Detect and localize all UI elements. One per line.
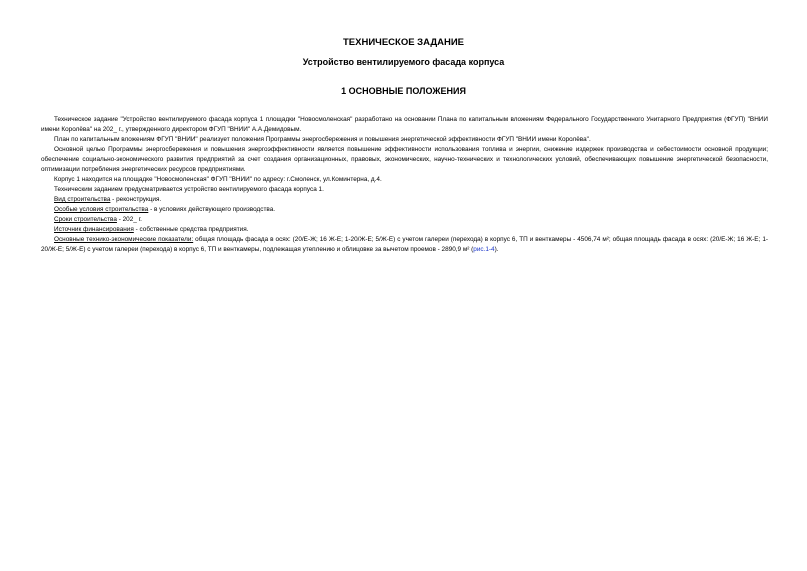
label-construction-type: Вид строительства (54, 196, 111, 203)
label-deadlines: Сроки строительства (54, 216, 117, 223)
paragraph-financing (41, 225, 768, 235)
paragraph-location: Корпус 1 находится на площадке "Новосмоленская" ФГУП "ВНИИ" по адресу: г.Смоленск, ул.Коминтерна, д.4. (54, 176, 382, 183)
paragraph-plan: План по капитальным вложениям ФГУП "ВНИИ" реализует положения Программы энергосбережения и повышения энергетической эффективности ФГУП "ВНИИ имени Королёва". (54, 136, 591, 143)
value-construction-type: - реконструкция. (110, 196, 162, 203)
label-indicators: Основные технико-экономические показатели: (54, 236, 194, 243)
document-title: ТЕХНИЧЕСКОЕ ЗАДАНИЕ (342, 37, 465, 48)
figure-reference-link[interactable]: рис.1-4 (473, 246, 495, 253)
indicators-end: ). (494, 246, 499, 253)
paragraph-goal: Основной целью Программы энергосбережения и повышения энергоэффективности является повышение эффективности использования топлива и энергии, снижение издержек производства и себестоимости основной продукции; обеспечение социально-экономического развития предприятий за счет создания организационных, правовых, экономических, научно-технических и технологических условий, обеспечивающих повышение энергетической безопасности, оптимизации потребления энергетических ресурсов предприятиями. (41, 146, 768, 173)
paragraph-scope: Техническим заданием предусматривается устройство вентилируемого фасада корпуса 1. (54, 186, 324, 193)
value-deadlines: - 202_ г. (116, 216, 142, 223)
value-financing: - собственные средства предприятия. (133, 226, 249, 233)
paragraph-special-conditions (41, 205, 768, 215)
document-subtitle: Устройство вентилируемого фасада корпуса (302, 57, 505, 67)
label-special-conditions: Особые условия строительства (54, 206, 149, 213)
paragraph-basis: Техническое задание "Устройство вентилируемого фасада корпуса 1 площадки "Новосмоленская" разработано на основании Плана по капитальным вложениям Федерального Государственного Унитарного Предприятия (ФГУП) "ВНИИ имени Королёва" на 202_ г., утвержденного директором ФГУП "ВНИИ" А.А.Демидовым. (41, 116, 768, 133)
label-financing: Источник финансирования (54, 226, 134, 233)
paragraph-deadlines (41, 215, 768, 225)
paragraph-construction-type (41, 195, 768, 205)
value-special-conditions: - в условиях действующего производства. (148, 206, 276, 213)
value-indicators: общая площадь фасада в осях: (20/Е-Ж; 16 Ж-Е; 1-20/Ж-Е; 5/Ж-Е) с учетом галереи (перехода) в корпус 6, ТП и венткамеры - 4506,74 м²; общая площадь фасада в осях: (20/Е-Ж; 16 Ж-Е; 1-20/Ж-Е; 5/Ж-Е) с учетом галереи (перехода) в корпус 6, ТП и венткамеры, подлежащая утеплению и облицовке за вычетом проемов - 2890,9 м² ( (41, 236, 769, 253)
paragraph-indicators (41, 235, 768, 255)
section-heading: 1 ОСНОВНЫЕ ПОЛОЖЕНИЯ (341, 86, 466, 96)
document-body (41, 115, 768, 255)
